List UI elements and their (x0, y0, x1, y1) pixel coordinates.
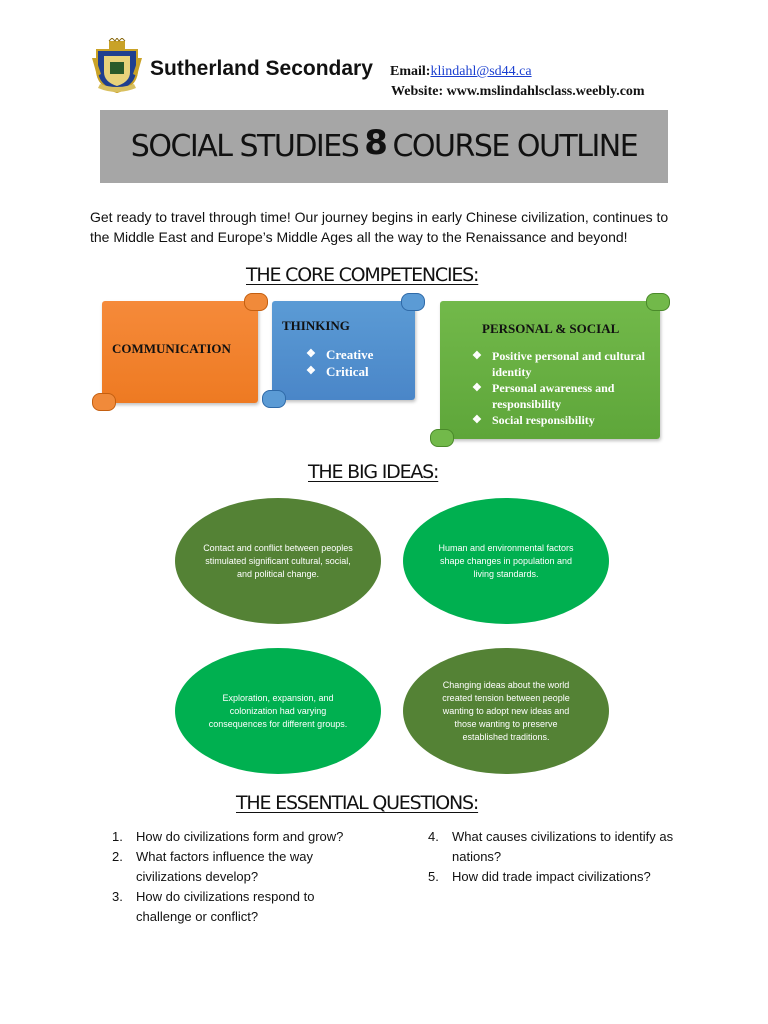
list-item: ❖ Personal awareness and responsibility (472, 381, 615, 411)
questions-list-right (428, 827, 688, 887)
school-crest-logo (92, 38, 142, 94)
school-name: Sutherland Secondary (150, 57, 373, 80)
question-text: What causes civilizations to identify as nations? (452, 829, 674, 864)
big-ideas-heading: THE BIG IDEAS: (308, 461, 439, 483)
big-idea-ellipse (175, 648, 381, 774)
website-row (390, 82, 645, 102)
diamond-bullet-icon: ❖ (306, 348, 316, 360)
scroll-curl (430, 429, 454, 447)
list-item: ❖ Social responsibility (472, 413, 595, 427)
diamond-bullet-icon: ❖ (306, 365, 316, 377)
list-item: ❖ Creative (306, 347, 374, 362)
essential-questions-heading: THE ESSENTIAL QUESTIONS: (236, 792, 479, 814)
core-competencies-heading: THE CORE COMPETENCIES: (246, 264, 479, 286)
question-text: What factors influence the way civilizations develop? (136, 849, 314, 884)
personal-social-list (472, 348, 652, 428)
scroll-curl (244, 293, 268, 311)
title-part-2: COURSE OUTLINE (392, 129, 638, 164)
scroll-curl (92, 393, 116, 411)
personal-social-scroll (440, 301, 660, 439)
communication-scroll (102, 301, 258, 403)
big-idea-ellipse (403, 498, 609, 624)
contact-info (390, 62, 645, 102)
question-item (112, 887, 362, 927)
scroll-curl (646, 293, 670, 311)
question-item (428, 827, 688, 867)
question-text: How do civilizations form and grow? (136, 829, 344, 844)
scroll-curl (262, 390, 286, 408)
communication-title: COMMUNICATION (112, 341, 231, 356)
big-idea-ellipse (175, 498, 381, 624)
scroll-curl (401, 293, 425, 311)
title-banner (100, 110, 668, 183)
big-idea-text: Exploration, expansion, and colonization had varying consequences for different groups. (208, 692, 348, 729)
title-grade-number: 8 (364, 122, 387, 163)
big-idea-text: Contact and conflict between peoples stimulated significant cultural, social, and political change. (203, 542, 353, 579)
intro-paragraph: Get ready to travel through time! Our journey begins in early Chinese civilization, continues to the Middle East and Europe’s Middle Ages all the way to the Renaissance and beyond! (90, 209, 669, 245)
diamond-bullet-icon: ❖ (472, 350, 482, 362)
question-number: 1. (112, 829, 123, 844)
diamond-bullet-icon: ❖ (472, 382, 482, 394)
big-idea-ellipse (403, 648, 609, 774)
question-item (112, 847, 362, 887)
big-idea-text: Human and environmental factors shape changes in population and living standards. (438, 542, 574, 579)
email-label: Email: (390, 64, 431, 79)
title-part-1: SOCIAL STUDIES (130, 129, 359, 164)
question-number: 2. (112, 849, 123, 864)
website-link[interactable]: www.mslindahlsclass.weebly.com (446, 84, 645, 99)
question-number: 3. (112, 889, 123, 904)
personal-social-title: PERSONAL & SOCIAL (482, 321, 620, 336)
thinking-list (306, 346, 373, 380)
email-row (390, 62, 645, 82)
big-idea-text: Changing ideas about the world created tension between people wanting to adopt new ideas and those wanting to preserve established traditions. (442, 679, 570, 742)
diamond-bullet-icon: ❖ (472, 414, 482, 426)
question-item (428, 867, 688, 887)
list-item: ❖ Positive personal and cultural identity (472, 349, 646, 379)
question-number: 4. (428, 829, 439, 844)
page-title (100, 110, 668, 183)
website-label: Website: (391, 84, 444, 99)
email-link[interactable]: klindahl@sd44.ca (430, 64, 532, 79)
question-text: How did trade impact civilizations? (452, 869, 651, 884)
question-item (112, 827, 362, 847)
list-item: ❖ Critical (306, 364, 369, 379)
questions-list-left (112, 827, 362, 927)
question-number: 5. (428, 869, 439, 884)
thinking-scroll (272, 301, 415, 400)
thinking-title: THINKING (282, 318, 350, 333)
question-text: How do civilizations respond to challenge or conflict? (136, 889, 315, 924)
